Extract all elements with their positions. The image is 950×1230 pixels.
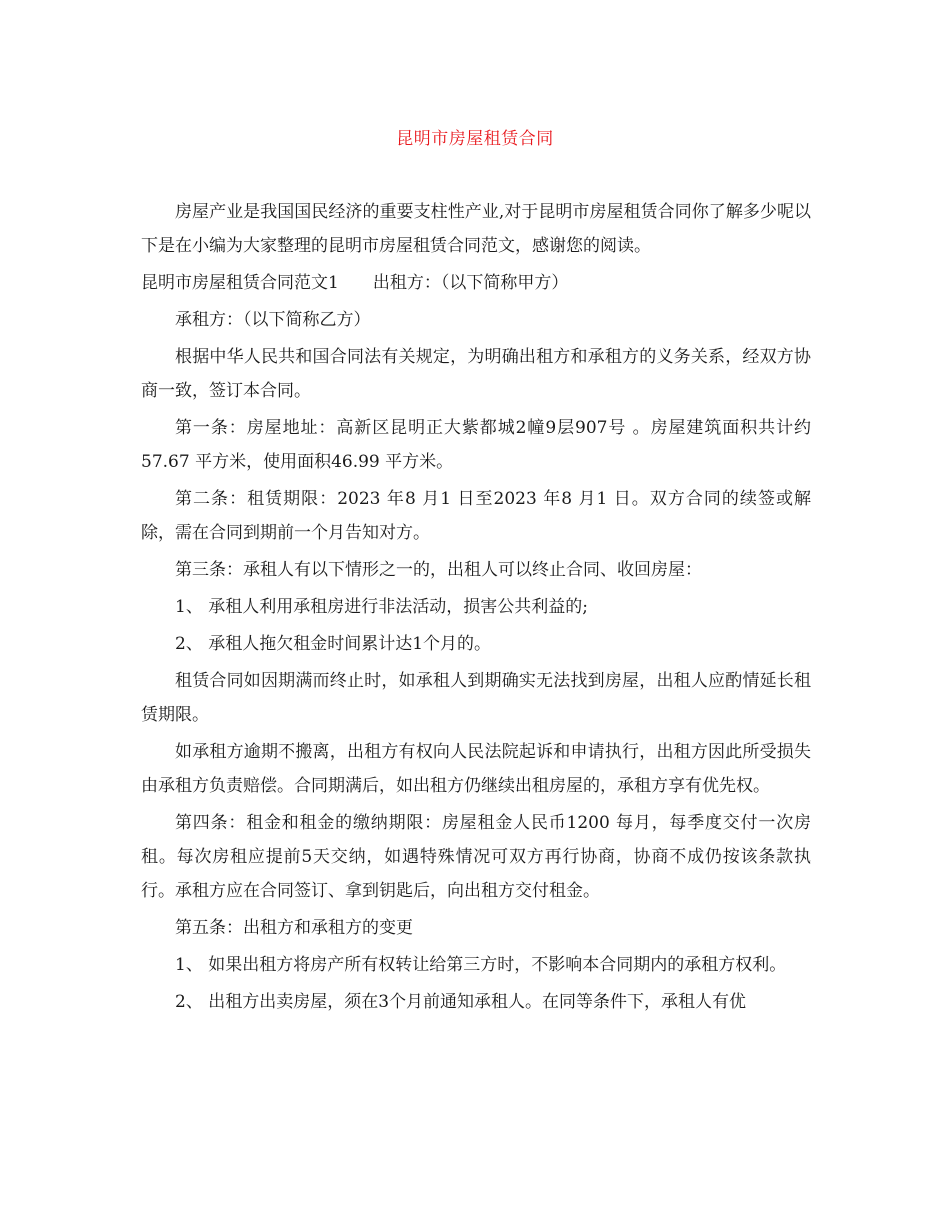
paragraph-article-5-item-1: 1、 如果出租方将房产所有权转让给第三方时，不影响本合同期内的承租方权利。 — [175, 955, 787, 975]
paragraph-article-5-item-2: 2、 出租方出卖房屋，须在3个月前通知承租人。在同等条件下，承租人有优 — [175, 992, 747, 1012]
paragraph-article-5: 第五条：出租方和承租方的变更 — [175, 918, 413, 938]
paragraph-expiry: 租赁合同如因期满而终止时，如承租人到期确实无法找到房屋，出租人应酌情延长租赁期限。 — [141, 671, 811, 725]
paragraph-article-1: 第一条：房屋地址：高新区昆明正大紫都城2幢9层907号 。房屋建筑面积共计约57.67 平方米，使用面积46.99 平方米。 — [141, 418, 811, 472]
paragraph-article-2: 第二条：租赁期限：2023 年8 月1 日至2023 年8 月1 日。双方合同的续签或解除，需在合同到期前一个月告知对方。 — [141, 489, 811, 543]
paragraph-lessee: 承租方：（以下简称乙方） — [175, 310, 371, 330]
paragraph-article-4: 第四条：租金和租金的缴纳期限：房屋租金人民币1200 每月，每季度交付一次房租。每次房租应提前5天交纳，如遇特殊情况可双方再行协商，协商不成仍按该条款执行。承租方应在合同签订、拿到钥匙后，向出租方交付租金。 — [141, 813, 811, 901]
sample-title: 昆明市房屋租赁合同范文1 — [141, 273, 339, 293]
paragraph-overdue: 如承租方逾期不搬离，出租方有权向人民法院起诉和申请执行，出租方因此所受损失由承租方负责赔偿。合同期满后，如出租方仍继续出租房屋的，承租方享有优先权。 — [141, 742, 811, 796]
paragraph-article-3-item-1: 1、 承租人利用承租房进行非法活动，损害公共利益的; — [175, 597, 588, 617]
paragraph-article-3: 第三条：承租人有以下情形之一的，出租人可以终止合同、收回房屋： — [175, 560, 702, 580]
document-title: 昆明市房屋租赁合同 — [396, 129, 554, 149]
paragraph-intro: 房屋产业是我国国民经济的重要支柱性产业,对于昆明市房屋租赁合同你了解多少呢以下是在小编为大家整理的昆明市房屋租赁合同范文，感谢您的阅读。 — [141, 202, 811, 256]
paragraph-heading-line — [141, 266, 811, 300]
paragraph-article-3-item-2: 2、 承租人拖欠租金时间累计达1个月的。 — [175, 634, 492, 654]
lessor-line: 出租方：（以下简称甲方） — [372, 273, 569, 293]
paragraph-basis: 根据中华人民共和国合同法有关规定，为明确出租方和承租方的义务关系，经双方协商一致，签订本合同。 — [141, 347, 811, 401]
document-body — [141, 195, 811, 1022]
